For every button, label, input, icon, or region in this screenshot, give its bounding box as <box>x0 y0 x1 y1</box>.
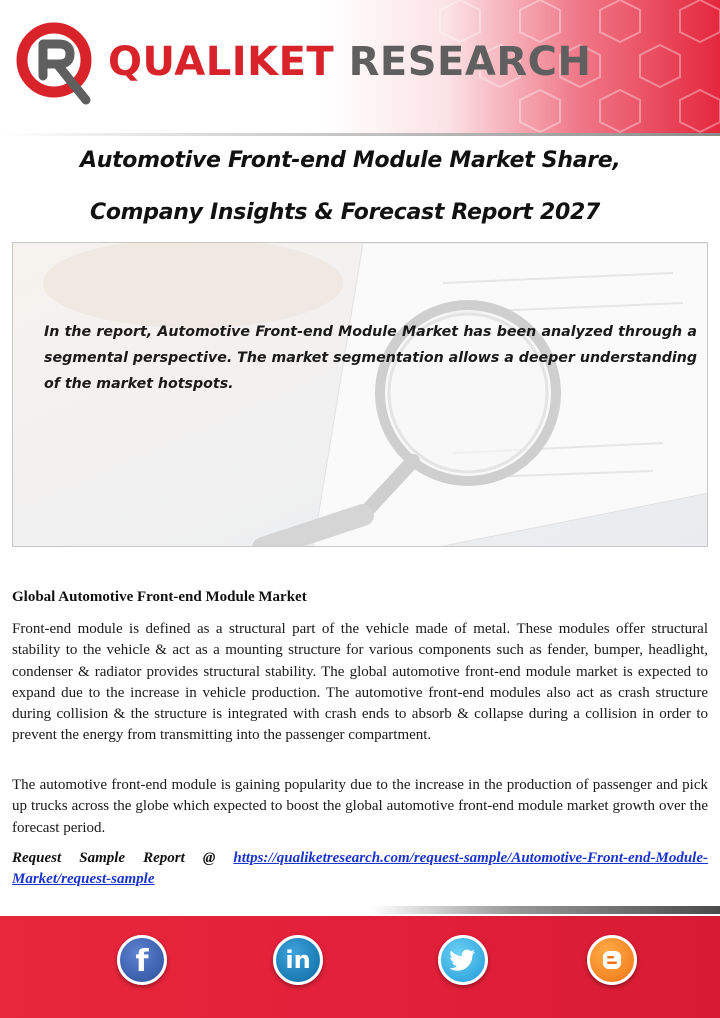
brand-name <box>108 39 592 85</box>
intro-banner <box>12 242 708 547</box>
request-sample-label: Request Sample Report @ <box>12 850 234 866</box>
footer-divider <box>370 906 720 914</box>
report-title-line1: Automotive Front-end Module Market Share, <box>80 148 621 173</box>
brand-name-part1: QUALIKET <box>108 39 335 85</box>
body-paragraph-1: Front-end module is defined as a structural part of the vehicle made of metal. These modules offer structural stability to the vehicle & act as a mounting structure for various components such as fender, bumper, headlight, condenser & radiator provides structural stability. The global automotive front-end module market is expected to expand due to the increase in vehicle production. The automotive front-end modules also act as crash structure during collision & the structure is integrated with crash ends to absorb & collapse during a collision in order to prevent the energy from transmitting into the passenger compartment. <box>12 621 708 744</box>
section-heading: Global Automotive Front-end Module Market <box>12 589 307 605</box>
facebook-icon[interactable]: f <box>117 935 167 985</box>
linkedin-icon[interactable]: in <box>273 935 323 985</box>
banner-intro-text: In the report, Automotive Front-end Module Market has been analyzed through a segmental perspective. The market segmentation allows a deeper understanding of the market hotspots. <box>44 324 697 392</box>
qualiket-logo-icon <box>14 20 104 108</box>
twitter-icon[interactable] <box>438 935 488 985</box>
blogger-icon[interactable] <box>587 935 637 985</box>
twitter-bird-glyph <box>450 949 476 971</box>
report-title-line2: Company Insights & Forecast Report 2027 <box>90 200 600 225</box>
header-divider <box>0 133 720 136</box>
request-sample-line <box>12 848 708 891</box>
request-sample-link[interactable]: https://qualiketresearch.com/request-sample/Automotive-Front-end-Module-Market/request-sample <box>12 850 708 888</box>
body-paragraph-2: The automotive front-end module is gaining popularity due to the increase in the production of passenger and pick up trucks across the globe which expected to boost the global automotive front-end module market growth over the forecast period. <box>12 777 708 836</box>
blogger-b-glyph <box>600 948 624 972</box>
brand-name-part2: RESEARCH <box>348 39 592 85</box>
page-header <box>0 0 720 135</box>
